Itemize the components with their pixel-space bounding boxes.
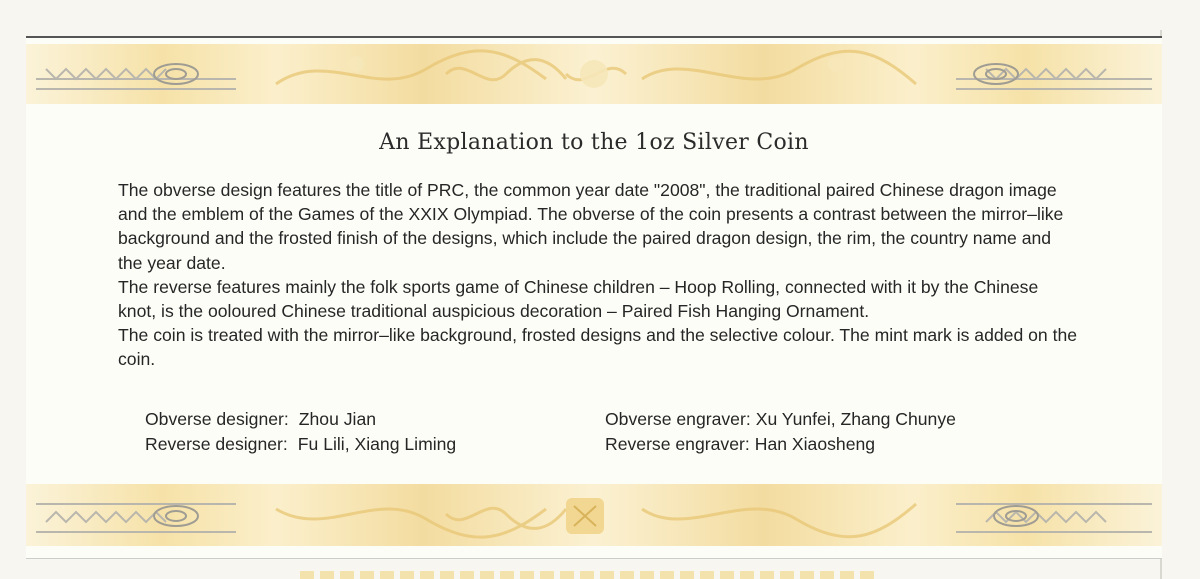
bottom-ornament-band [26,484,1162,546]
reverse-designer-credit [145,432,456,456]
obverse-engraver-label: Obverse engraver: [605,409,751,429]
reverse-paragraph: The reverse features mainly the folk sports game of Chinese children – Hoop Rolling, connected with it by the Chinese knot, is the ooloured Chinese traditional auspicious decoration – Paired Fish Hanging Ornament. [118,276,1039,322]
obverse-engraver-credit [605,407,956,431]
reverse-designer-label: Reverse designer: [145,434,288,454]
obverse-designer-label: Obverse designer: [145,409,289,429]
reverse-engraver-credit [605,432,875,456]
explanation-body [118,178,1078,372]
reverse-engraver-label: Reverse engraver: [605,434,750,454]
reverse-engraver-value: Han Xiaosheng [754,434,876,454]
finish-paragraph: The coin is treated with the mirror–like background, frosted designs and the selective colour. The mint mark is added on the coin. [118,325,1078,370]
top-ornament-band [26,44,1162,104]
dragon-pattern-top [26,44,1162,104]
dragon-pattern-bottom [26,484,1162,546]
obverse-designer-credit [145,407,376,431]
obverse-paragraph: The obverse design features the title of PRC, the common year date "2008", the traditional paired Chinese dragon image and the emblem of the Games of the XXIX Olympiad. The obverse of the coin presents a contrast between the mirror–like background and the frosted finish of the designs, which include the paired dragon design, the rim, the country name and the year date. [118,180,1064,273]
page-title: An Explanation to the 1oz Silver Coin [379,130,809,155]
obverse-designer-value: Zhou Jian [298,409,377,429]
bottom-edge-strip [300,571,880,579]
obverse-engraver-value: Xu Yunfei, Zhang Chunye [755,409,956,429]
reverse-designer-value: Fu Lili, Xiang Liming [297,434,457,454]
